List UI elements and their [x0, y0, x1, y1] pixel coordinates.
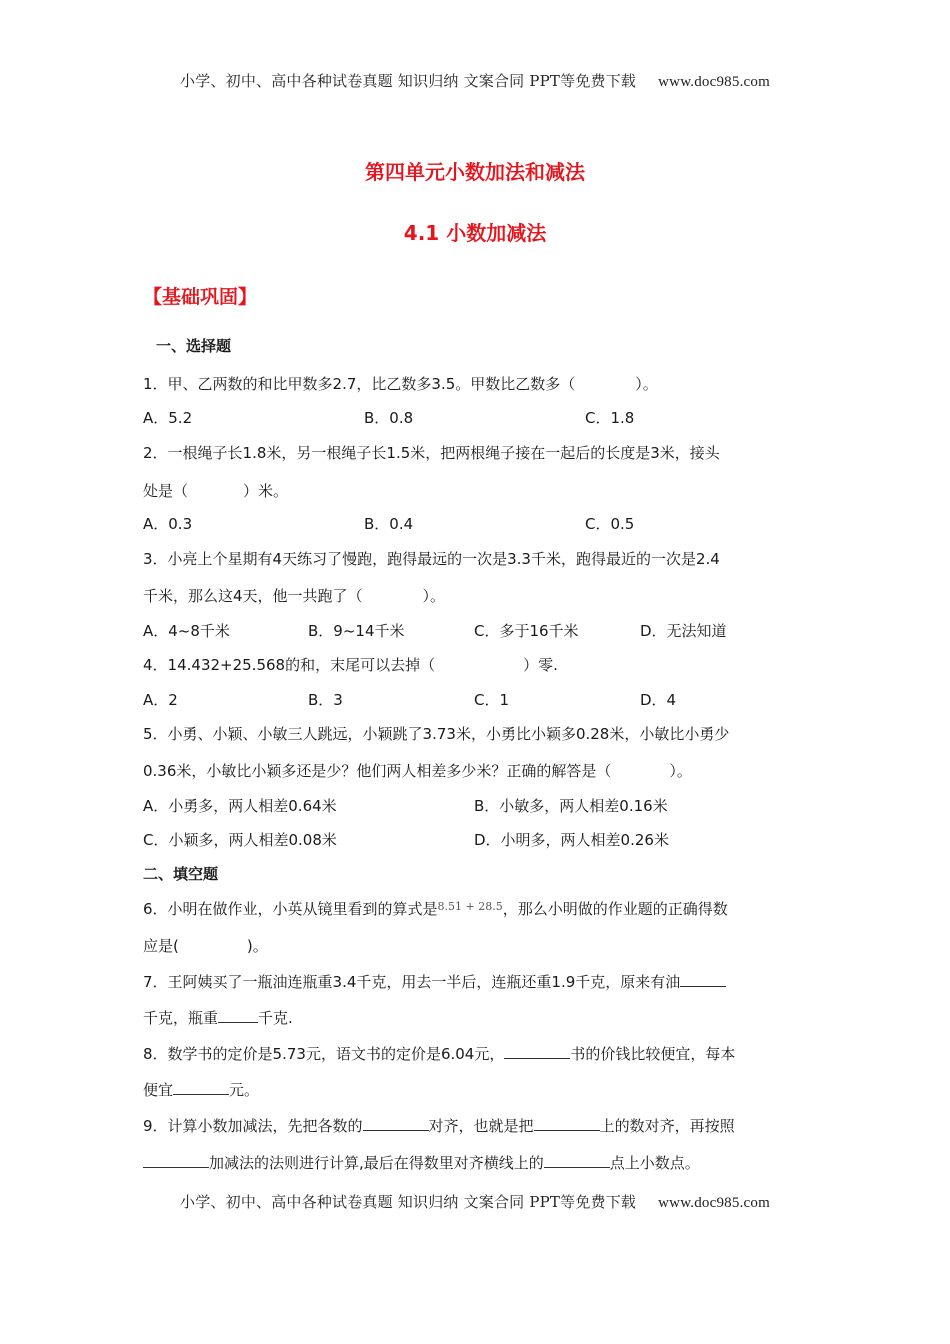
q8-blank-price[interactable]	[173, 1080, 229, 1095]
q8-text-c: 便宜	[143, 1081, 174, 1099]
q1-option-c[interactable]: C．1.8	[585, 409, 635, 427]
q8-text-b: 书的价钱比较便宜，每本	[570, 1045, 736, 1063]
question-5-line1: 5．小勇、小颖、小敏三人跳远，小颖跳了3.73米，小勇比小颖多0.28米，小敏比小勇少	[143, 725, 730, 743]
q7-text-a: 7．王阿姨买了一瓶油连瓶重3.4千克，用去一半后，连瓶还重1.9千克，原来有油	[143, 973, 681, 991]
q9-text-c: 上的数对齐，再按照	[599, 1117, 735, 1135]
q2-option-b[interactable]: B．0.4	[364, 515, 414, 533]
header-text: 小学、初中、高中各种试卷真题 知识归纳 文案合同 PPT等免费下载	[180, 72, 637, 90]
q7-blank-bottle[interactable]	[218, 1008, 258, 1023]
q4-text-b: ）零.	[523, 656, 558, 674]
q7-blank-oil[interactable]	[680, 972, 726, 987]
question-9-line2	[143, 1152, 808, 1173]
q8-blank-book[interactable]	[504, 1044, 570, 1059]
q1-text-a: 1．甲、乙两数的和比甲数多2.7，比乙数多3.5。甲数比乙数多（	[143, 375, 576, 393]
footer-text: 小学、初中、高中各种试卷真题 知识归纳 文案合同 PPT等免费下载	[180, 1193, 637, 1211]
page-title: 第四单元小数加法和减法	[365, 160, 585, 184]
q3-option-a[interactable]: A．4~8千米	[143, 622, 230, 640]
question-3-line1: 3．小亮上个星期有4天练习了慢跑，跑得最远的一次是3.3千米，跑得最近的一次是2.4	[143, 550, 720, 568]
question-6-line2	[143, 935, 808, 956]
q8-text-a: 8．数学书的定价是5.73元，语文书的定价是6.04元，	[143, 1045, 505, 1063]
q3-option-b[interactable]: B．9~14千米	[308, 622, 405, 640]
page-header	[0, 70, 950, 91]
q3-text-a: 千米，那么这4天，他一共跑了（	[143, 587, 363, 605]
question-2-line1: 2．一根绳子长1.8米，另一根绳子长1.5米，把两根绳子接在一起后的长度是3米，接头	[143, 444, 720, 462]
q2-text-b: ）米。	[243, 482, 289, 500]
q3-text-b: ）。	[422, 587, 446, 605]
q5-option-c[interactable]: C．小颖多，两人相差0.08米	[143, 831, 337, 849]
q5-text-b: ）。	[669, 762, 692, 780]
q5-option-a[interactable]: A．小勇多，两人相差0.64米	[143, 797, 337, 815]
question-2-line2	[143, 480, 808, 501]
q2-option-c[interactable]: C．0.5	[585, 515, 635, 533]
part1-heading: 一、选择题	[156, 337, 232, 355]
question-8-line2	[143, 1079, 808, 1100]
q9-text-a: 9．计算小数加减法，先把各数的	[143, 1117, 363, 1135]
mirror-formula: 8.51 + 28.5	[437, 900, 503, 913]
q9-blank-4[interactable]	[544, 1153, 610, 1168]
q8-text-d: 元。	[229, 1081, 260, 1099]
q7-text-b: 千克，瓶重	[143, 1009, 219, 1027]
question-1	[143, 373, 808, 394]
page-footer	[0, 1191, 950, 1212]
question-7-line1	[143, 971, 808, 992]
question-6-line1	[143, 898, 808, 919]
question-4	[143, 654, 808, 675]
question-9-line1	[143, 1115, 808, 1136]
q2-option-a[interactable]: A．0.3	[143, 515, 193, 533]
section-tag: 【基础巩固】	[143, 286, 258, 308]
footer-site[interactable]: www.doc985.com	[658, 1195, 770, 1211]
q9-blank-3[interactable]	[143, 1153, 209, 1168]
q1-option-b[interactable]: B．0.8	[364, 409, 414, 427]
q9-text-b: 对齐，也就是把	[428, 1117, 534, 1135]
part2-heading: 二、填空题	[143, 865, 219, 883]
q6-text-b: ，那么小明做的作业题的正确得数	[502, 900, 728, 918]
header-site[interactable]: www.doc985.com	[658, 74, 770, 90]
question-3-line2	[143, 585, 808, 606]
q5-option-b[interactable]: B．小敏多，两人相差0.16米	[474, 797, 668, 815]
q1-text-b: ）。	[635, 375, 658, 393]
q6-text-c: 应是(	[143, 937, 179, 955]
q4-option-d[interactable]: D．4	[640, 691, 677, 709]
page-subtitle: 4.1 小数加减法	[403, 221, 547, 245]
q3-option-d[interactable]: D．无法知道	[640, 622, 727, 640]
q9-blank-2[interactable]	[534, 1116, 600, 1131]
question-8-line1	[143, 1043, 808, 1064]
q2-text-a: 处是（	[143, 482, 189, 500]
q6-text-a: 6．小明在做作业，小英从镜里看到的算式是	[143, 900, 438, 918]
q1-option-a[interactable]: A．5.2	[143, 409, 193, 427]
q4-option-c[interactable]: C．1	[474, 691, 510, 709]
q9-blank-1[interactable]	[363, 1116, 429, 1131]
question-5-line2	[143, 760, 808, 781]
q9-text-d: 加减法的法则进行计算,最后在得数里对齐横线上的	[209, 1154, 544, 1172]
question-7-line2	[143, 1007, 808, 1028]
q5-option-d[interactable]: D．小明多，两人相差0.26米	[474, 831, 669, 849]
q9-text-e: 点上小数点。	[609, 1154, 700, 1172]
q7-text-c: 千克.	[258, 1009, 293, 1027]
q4-text-a: 4．14.432+25.568的和，末尾可以去掉（	[143, 656, 436, 674]
q4-option-b[interactable]: B．3	[308, 691, 343, 709]
q3-option-c[interactable]: C．多于16千米	[474, 622, 579, 640]
q5-text-a: 0.36米，小敏比小颖多还是少？他们两人相差多少米？正确的解答是（	[143, 762, 612, 780]
q6-text-d: )。	[246, 937, 268, 955]
q4-option-a[interactable]: A．2	[143, 691, 178, 709]
